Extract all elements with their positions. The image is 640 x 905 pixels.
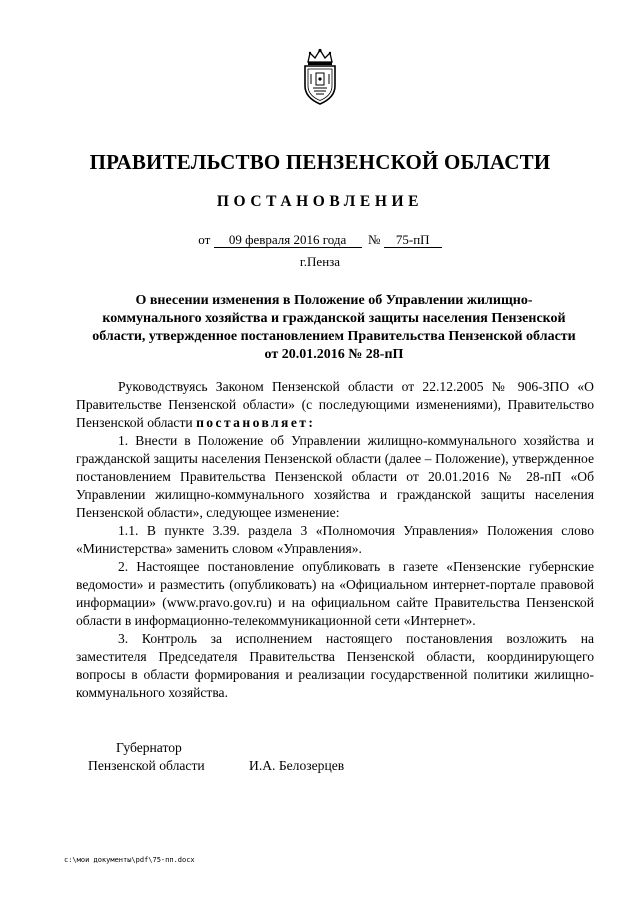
document-body [76,378,594,702]
document-date: 09 февраля 2016 года [214,233,362,248]
document-heading: О внесении изменения в Положение об Управлении жилищно-коммунального хозяйства и гражданской защиты населения Пензенской области, утвержденное постановлением Правительства Пензенской области от 20.01.2016 № 28-пП [92,293,576,362]
document-type: ПОСТАНОВЛЕНИЕ [216,193,424,210]
document-number: 75-пП [384,233,442,248]
file-path-footer: c:\мои документы\pdf\75-пп.docx [64,856,195,864]
intro-text: Руководствуясь Законом Пензенской области от 22.12.2005 № 906-ЗПО «О Правительстве Пензенской области» (с последующими изменениями), Правительство Пензенской области [76,379,594,430]
signer-title-line1: Губернатор [116,740,182,755]
signer-name: И.А. Белозерцев [249,758,345,773]
item-1: 1. Внести в Положение об Управлении жилищно-коммунального хозяйства и гражданской защиты населения Пензенской области (далее – Положение), утвержденное постановлением Правительства Пензенской области от 20.01.2016 № 28-пП «Об Управлении жилищно-коммунального хозяйства и гражданской защиты населения Пензенской области», следующее изменение: [76,433,594,520]
date-number-line [0,232,640,248]
resolves-word: постановляет: [196,415,316,430]
number-prefix: № [368,232,381,247]
city: г.Пенза [299,254,341,269]
intro-paragraph [76,378,594,432]
item-2: 2. Настоящее постановление опубликовать в газете «Пензенские губернские ведомости» и разместить (опубликовать) на «Официальном интернет-портале правовой информации» (www.pravo.gov.ru) и на официальном сайте Правительства Пензенской области в информационно-телекоммуникационной сети «Интернет». [76,559,594,628]
item-1-1: 1.1. В пункте 3.39. раздела 3 «Полномочия Управления» Положения слово «Министерства» заменить словом «Управления». [76,523,594,556]
date-prefix: от [198,232,211,247]
government-title: ПРАВИТЕЛЬСТВО ПЕНЗЕНСКОЙ ОБЛАСТИ [89,150,551,174]
coat-of-arms-icon [299,48,341,106]
signer-title-line2: Пензенской области [88,758,205,773]
item-3: 3. Контроль за исполнением настоящего постановления возложить на заместителя Председателя Правительства Пензенской области, координирующего вопросы в области формирования и реализации государственной политики жилищно-коммунального хозяйства. [76,631,594,700]
